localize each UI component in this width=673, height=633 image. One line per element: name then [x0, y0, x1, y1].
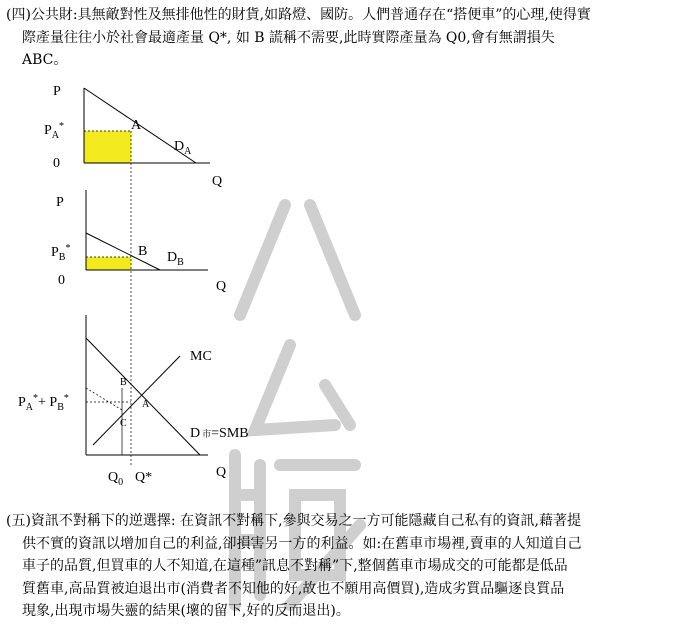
panel-c-d-dashline	[86, 388, 122, 410]
panel-c-demand-curve	[86, 338, 200, 455]
panel-c-price-label: $P_A^*+ P_B^*$	[18, 393, 69, 413]
para5-line-5: 現象,出現市場失靈的結果(壞的留下,好的反而退出)。	[22, 603, 350, 619]
panel-c-demand-label: D 市=SMB	[190, 426, 249, 441]
panel-b-point-b: B	[138, 244, 148, 259]
panel-c-mc-label: MC	[190, 349, 212, 364]
panel-c-mc-curve	[93, 356, 180, 445]
panel-b-q-label: Q	[216, 279, 227, 294]
panel-c-q0-label: $Q_0$	[108, 470, 124, 488]
panel-a-price-label: $P_A^*$	[44, 121, 65, 141]
panel-a-p-label: P	[53, 84, 61, 99]
para5-line-4: 質舊車,高品質被迫退出市(消費者不知他的好,故也不願用高價買),造成劣質品驅逐良質品	[22, 580, 565, 597]
panel-b-p-label: P	[56, 195, 64, 210]
para4-line-2: 際產量往往小於社會最適產量 Q*, 如 B 謊稱不需要,此時實際產量為 Q0,會有無謂損失	[22, 29, 555, 46]
panel-c-q-label: Q	[216, 465, 227, 480]
panel-c-point-c: C	[120, 418, 127, 429]
panel-a-q-label: Q	[212, 174, 223, 189]
panel-a-demand-label: $D_A$	[174, 139, 192, 157]
para4-line-1: (四)公共財:具無敵對性及無排他性的財貨,如路燈、國防。人們普通存在“搭便車”的心理,使得實	[6, 7, 591, 23]
panel-b-price-label: $P_B^*$	[51, 243, 71, 263]
para5-line-1: (五)資訊不對稱下的逆選擇: 在資訊不對稱下,參與交易之一方可能隱藏自己私有的資訊,藉著提	[6, 513, 581, 529]
panel-c-qstar-label: Q*	[135, 470, 153, 485]
panel-b-shaded-area	[86, 257, 131, 270]
para4-line-3: ABC。	[22, 52, 68, 68]
panel-b-demand-label: $D_B$	[167, 250, 184, 268]
panel-b-zero: 0	[58, 273, 65, 288]
paragraph-adverse-selection	[6, 510, 666, 623]
para5-line-2: 供不實的資訊以增加自己的利益,卻損害另一方的利益。如:在舊車市場裡,賣車的人知道自己	[22, 535, 582, 552]
panel-a-shaded-area	[84, 131, 131, 163]
panel-a-zero: 0	[53, 156, 60, 171]
panel-a-point-a: A	[131, 118, 142, 133]
panel-c-point-b: B	[120, 377, 127, 388]
para5-line-3: 車子的品質,但買車的人不知道,在這種”訊息不對稱”下,整個舊車市場成交的可能都是低品	[22, 558, 568, 574]
panel-c-point-a: A	[142, 399, 150, 410]
